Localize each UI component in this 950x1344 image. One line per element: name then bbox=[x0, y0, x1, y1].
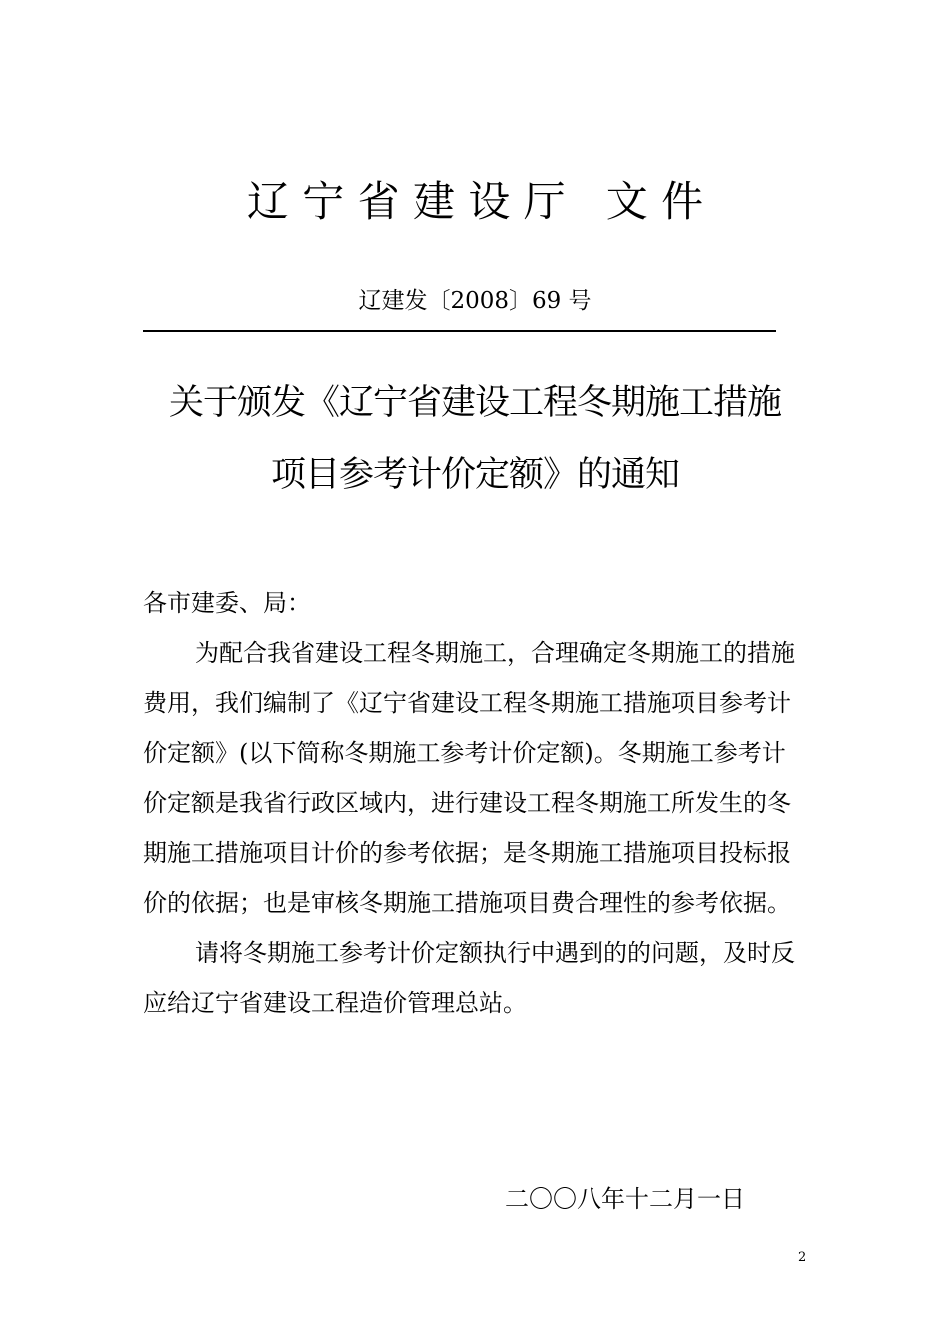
body-line-4: 价定额是我省行政区域内，进行建设工程冬期施工所发生的冬 bbox=[143, 789, 791, 817]
body-line-3: 价定额》(以下简称冬期施工参考计价定额)。冬期施工参考计 bbox=[143, 739, 786, 767]
salutation: 各市建委、局： bbox=[143, 589, 311, 617]
signature-date: 二〇〇八年十二月一日 bbox=[505, 1185, 745, 1213]
header-divider bbox=[143, 330, 776, 332]
body-line-6: 价的依据；也是审核冬期施工措施项目费合理性的参考依据。 bbox=[143, 889, 791, 917]
document-header-title: 辽 宁 省 建 设 厅 文 件 bbox=[246, 177, 704, 226]
body-line-8: 应给辽宁省建设工程造价管理总站。 bbox=[143, 989, 527, 1017]
document-number: 辽建发〔2008〕69 号 bbox=[358, 288, 592, 314]
notice-title-line-1: 关于颁发《辽宁省建设工程冬期施工措施 bbox=[168, 383, 781, 423]
body-line-5: 期施工措施项目计价的参考依据；是冬期施工措施项目投标报 bbox=[143, 839, 791, 867]
body-line-1: 为配合我省建设工程冬期施工，合理确定冬期施工的措施 bbox=[195, 639, 795, 667]
page-number: 2 bbox=[798, 1250, 807, 1265]
notice-title-line-2: 项目参考计价定额》的通知 bbox=[270, 455, 679, 495]
body-line-2: 费用，我们编制了《辽宁省建设工程冬期施工措施项目参考计 bbox=[143, 689, 791, 717]
body-line-7: 请将冬期施工参考计价定额执行中遇到的的问题，及时反 bbox=[195, 939, 795, 967]
